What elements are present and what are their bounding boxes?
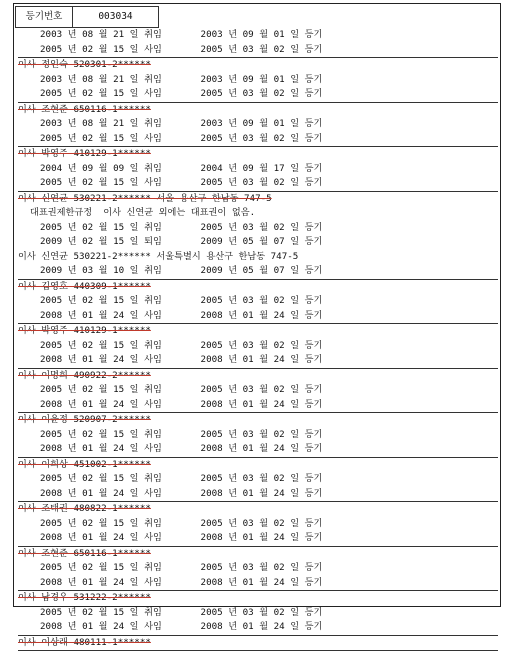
date-entry-line: 2008 년 01 월 24 일 사임 2008 년 01 월 24 일 등기 (18, 576, 498, 591)
director-name-line (18, 547, 498, 562)
date-entry-line: 2008 년 01 월 24 일 사임 2008 년 01 월 24 일 등기 (18, 531, 498, 546)
director-block (18, 147, 498, 192)
date-entry-line: 2003 년 08 월 21 일 취임 2003 년 09 월 01 일 등기 (18, 117, 498, 132)
director-history-list (18, 28, 498, 651)
date-entry-line: 2005 년 02 월 15 일 취임 2005 년 03 월 02 일 등기 (18, 383, 498, 398)
date-entry-line: 이사 신연균 530221-2****** 서울특별시 용산구 한남동 747-5 (18, 250, 498, 265)
director-block (18, 636, 498, 651)
date-entry-line: 2004 년 09 월 09 일 취임 2004 년 09 월 17 일 등기 (18, 162, 498, 177)
date-entry-line: 2005 년 02 월 15 일 사임 2005 년 03 월 02 일 등기 (18, 176, 498, 191)
date-entry-line: 2008 년 01 월 24 일 사임 2008 년 01 월 24 일 등기 (18, 398, 498, 413)
date-entry-line: 2003 년 08 월 21 일 취임 2003 년 09 월 01 일 등기 (18, 28, 498, 43)
director-block (18, 58, 498, 103)
date-entry-line: 2005 년 02 월 15 일 취임 2005 년 03 월 02 일 등기 (18, 561, 498, 576)
director-name: 이사 이명희 490922-2****** (18, 370, 151, 381)
director-block (18, 413, 498, 458)
date-entry-line: 2005 년 02 월 15 일 취임 2005 년 03 월 02 일 등기 (18, 294, 498, 309)
date-entry-line: 2005 년 02 월 15 일 취임 2005 년 03 월 02 일 등기 (18, 472, 498, 487)
date-entry-line: 2003 년 08 월 21 일 취임 2003 년 09 월 01 일 등기 (18, 73, 498, 88)
date-entry-line: 2005 년 02 월 15 일 취임 2005 년 03 월 02 일 등기 (18, 339, 498, 354)
director-name: 이사 박영주 410129-1****** (18, 325, 151, 336)
director-block (18, 591, 498, 636)
director-block (18, 103, 498, 148)
director-block (18, 458, 498, 503)
registration-number: 003034 (73, 6, 159, 28)
director-name-line (18, 413, 498, 428)
date-entry-line: 2008 년 01 월 24 일 사임 2008 년 01 월 24 일 등기 (18, 309, 498, 324)
director-name: 이사 조태권 480822-1****** (18, 503, 151, 514)
director-block (18, 369, 498, 414)
director-name: 이사 조현준 650116-1****** (18, 104, 151, 115)
director-name-line (18, 591, 498, 606)
date-entry-line: 2009 년 02 월 15 일 퇴임 2009 년 05 월 07 일 등기 (18, 235, 498, 250)
director-name-line (18, 58, 498, 73)
registration-number-box (15, 6, 159, 28)
director-block (18, 192, 498, 280)
director-name: 이사 신연균 530221-2****** 서울 용산구 한남동 747-5 (18, 193, 272, 204)
director-name-line (18, 636, 498, 651)
note-line: 대표권제한규정 이사 신연균 외에는 대표권이 없음. (18, 206, 498, 221)
date-entry-line: 2005 년 02 월 15 일 취임 2005 년 03 월 02 일 등기 (18, 517, 498, 532)
director-name: 이사 박영주 410129-1****** (18, 148, 151, 159)
director-name-line (18, 324, 498, 339)
registration-label: 등기번호 (15, 6, 73, 28)
director-name-line (18, 280, 498, 295)
director-block (18, 324, 498, 369)
director-name-line (18, 192, 498, 207)
date-entry-line: 2008 년 01 월 24 일 사임 2008 년 01 월 24 일 등기 (18, 442, 498, 457)
date-entry-line: 2005 년 02 월 15 일 사임 2005 년 03 월 02 일 등기 (18, 132, 498, 147)
date-entry-line: 2005 년 02 월 15 일 사임 2005 년 03 월 02 일 등기 (18, 87, 498, 102)
director-name: 이사 남경우 531222-2****** (18, 592, 151, 603)
director-name: 이사 김영호 440309-1****** (18, 281, 151, 292)
date-entry-line: 2005 년 02 월 15 일 취임 2005 년 03 월 02 일 등기 (18, 221, 498, 236)
director-name-line (18, 369, 498, 384)
director-name: 이사 이희상 451002-1****** (18, 459, 151, 470)
director-block (18, 502, 498, 547)
director-block (18, 280, 498, 325)
director-name: 이사 정인숙 520301-2****** (18, 59, 151, 70)
date-entry-line: 2008 년 01 월 24 일 사임 2008 년 01 월 24 일 등기 (18, 487, 498, 502)
director-name-line (18, 458, 498, 473)
director-name-line (18, 103, 498, 118)
date-entry-line: 2009 년 03 월 10 일 취임 2009 년 05 월 07 일 등기 (18, 264, 498, 279)
date-entry-line: 2005 년 02 월 15 일 취임 2005 년 03 월 02 일 등기 (18, 606, 498, 621)
director-name-line (18, 502, 498, 517)
director-name: 이사 이상래 480111-1****** (18, 637, 151, 648)
director-name: 이사 이윤정 520907-2****** (18, 414, 151, 425)
director-block (18, 28, 498, 58)
director-name: 이사 조현준 650116-1****** (18, 548, 151, 559)
director-block (18, 547, 498, 592)
date-entry-line: 2008 년 01 월 24 일 사임 2008 년 01 월 24 일 등기 (18, 620, 498, 635)
date-entry-line: 2005 년 02 월 15 일 사임 2005 년 03 월 02 일 등기 (18, 43, 498, 58)
director-name-line (18, 147, 498, 162)
date-entry-line: 2008 년 01 월 24 일 사임 2008 년 01 월 24 일 등기 (18, 353, 498, 368)
date-entry-line: 2005 년 02 월 15 일 취임 2005 년 03 월 02 일 등기 (18, 428, 498, 443)
